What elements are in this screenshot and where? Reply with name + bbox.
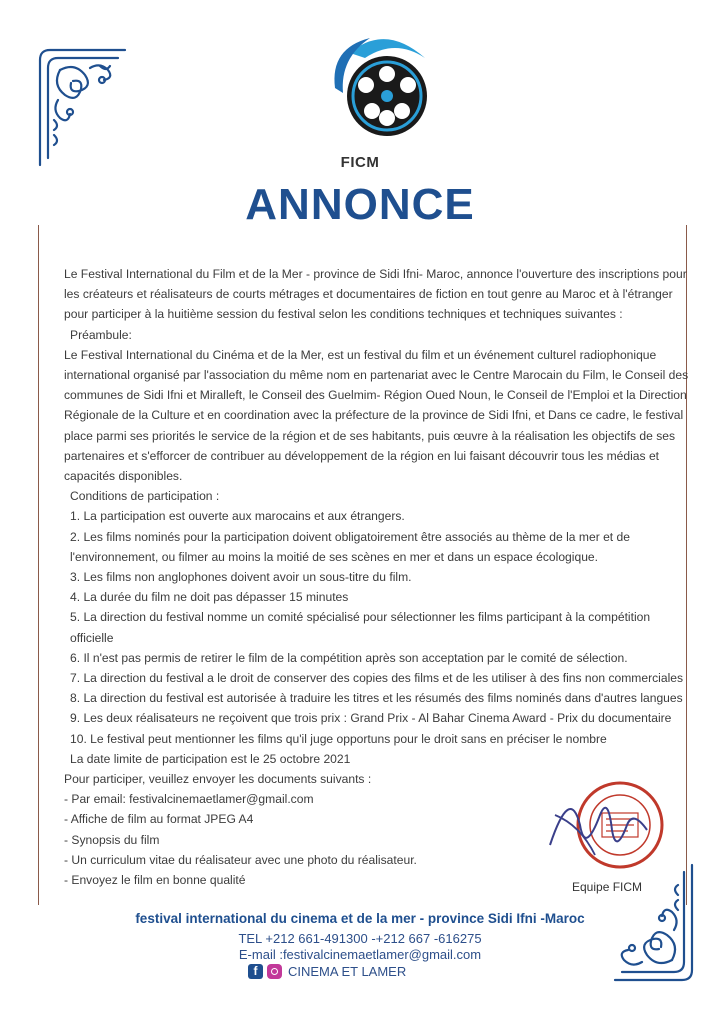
social-handle: CINEMA ET LAMER [288,963,407,979]
document-item-1: - Par email: festivalcinemaetlamer@gmail.com [64,792,314,807]
document-item-2: - Affiche de film au format JPEG A4 [64,812,254,827]
document-item-5: - Envoyez le film en bonne qualité [64,873,246,888]
stamp-signature-icon [540,775,670,885]
frame-left-line [38,225,39,905]
deadline-text: La date limite de participation est le 25 octobre 2021 [70,751,351,766]
preamble-paragraph: Le Festival International du Cinéma et de la Mer, est un festival du film et un événement culturel radiophonique international organisé par l'association du même nom en partenariat avec le Centre Marocain du Film, le Conseil des communes de Sidi Ifni et Miralleft, le Conseil des Guelmim- Région Oued Noun, le Conseil de l'Emploi et la Direction Régionale de la Culture et en coordination avec la préfecture de la province de Sidi Ifni, et Dans ce cadre, le festival place parmi ses priorités le service de la région et de ses habitants, puis œuvre à la réalisation les objectifs de ses partenaires et s'efforcer de contribuer au développement de la région en lui faisant découvrir tous les médias et capacités disponibles. [64,347,689,484]
condition-item-5: 5. La direction du festival nomme un comité spécialisé pour sélectionner les films participant à la compétition officielle [70,610,651,645]
footer-social [248,962,406,980]
film-reel-logo [325,28,445,148]
instagram-icon [267,964,282,979]
signature-name: Equipe FICM [572,880,643,894]
conditions-title: Conditions de participation : [70,489,220,504]
condition-item-8: 8. La direction du festival est autorisée à traduire les titres et les résumés des films nominés dans d'autres langues [70,691,683,706]
facebook-icon: f [248,964,263,979]
condition-item-1: 1. La participation est ouverte aux marocains et aux étrangers. [70,509,405,524]
condition-item-6: 6. Il n'est pas permis de retirer le film de la compétition après son acceptation par le comité de sélection. [70,650,628,665]
condition-item-10: 10. Le festival peut mentionner les films qu'il juge opportuns pour le droit sans en préciser le nombre [70,731,607,746]
page-title: ANNONCE [245,180,475,229]
condition-item-4: 4. La durée du film ne doit pas dépasser 15 minutes [70,590,349,605]
condition-item-9: 9. Les deux réalisateurs ne reçoivent que trois prix : Grand Prix - Al Bahar Cinema Award - Prix du documentaire [70,711,672,726]
intro-paragraph: Le Festival International du Film et de la Mer - province de Sidi Ifni- Maroc, annonce l'ouverture des inscriptions pour les créateurs et réalisateurs de courts métrages et documentaires de fiction en tout genre au Maroc et à l'étranger pour participer à la huitième session du festival selon les conditions techniques et techniques suivantes : [64,267,687,322]
footer-email: E-mail :festivalcinemaetlamer@gmail.com [238,947,482,962]
footer-organization: festival international du cinema et de la mer - province Sidi Ifni -Maroc [135,911,585,926]
condition-item-3: 3. Les films non anglophones doivent avoir un sous-titre du film. [70,570,412,585]
organization-acronym: FICM [340,154,380,171]
documents-title: Pour participer, veuillez envoyer les documents suivants : [64,772,372,787]
footer-telephone: TEL +212 661-491300 -+212 667 -616275 [238,931,482,946]
preamble-title: Préambule: [70,327,132,342]
corner-ornament-top-left [30,40,130,170]
document-item-3: - Synopsis du film [64,832,160,847]
condition-item-7: 7. La direction du festival a le droit de conserver des copies des films et de les utiliser à des fins non commerciales [70,671,684,686]
condition-item-2: 2. Les films nominés pour la participation doivent obligatoirement être associés au thème de la mer et de l'environnement, ou filmer au moins la moitié de ses scènes en mer et dans un espace écologique. [70,529,630,564]
document-item-4: - Un curriculum vitae du réalisateur avec une photo du réalisateur. [64,852,417,867]
